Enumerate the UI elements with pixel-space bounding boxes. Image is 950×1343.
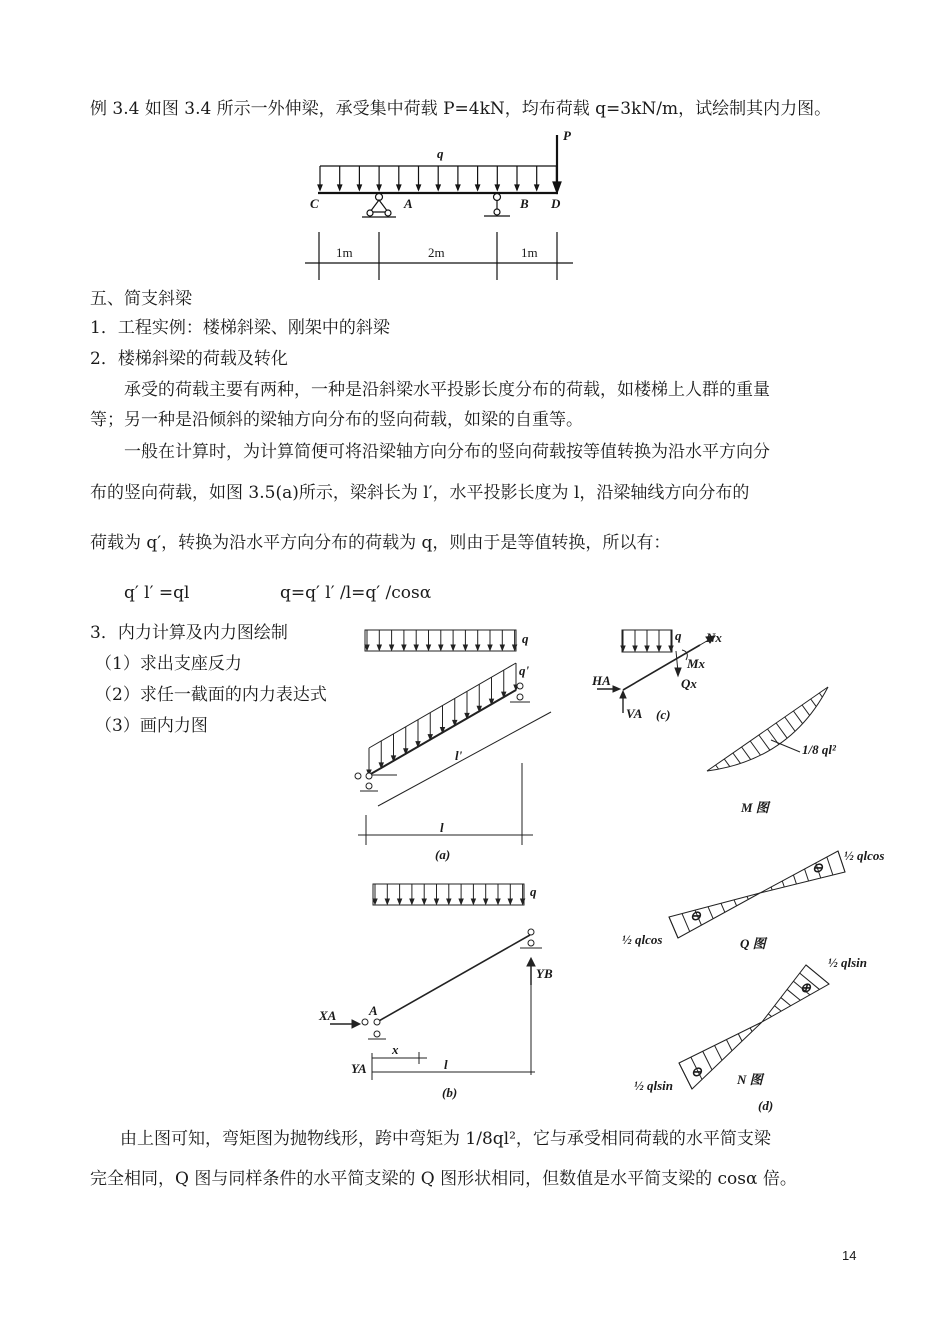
paragraph-2-line-2: 布的竖向荷载，如图 3.5(a)所示，梁斜长为 l′，水平投影长度为 l，沿梁轴线方向分布的 [90, 483, 750, 503]
fig34-dim-1: 1m [336, 245, 353, 260]
section-heading: 五、简支斜梁 [90, 289, 192, 309]
q-diagram-title: Q 图 [740, 936, 766, 951]
hatch-line [827, 857, 833, 875]
load-arrowhead [496, 899, 500, 904]
hatch-line [716, 765, 719, 769]
fig-b-x-label: x [392, 1042, 399, 1057]
fig-a-load-qprime-arrows [367, 663, 518, 775]
hatch-line [802, 705, 810, 715]
q-diagram-value-left: ½ qlcos [622, 932, 663, 947]
hatch-line [811, 699, 817, 707]
n-diagram-title: N 图 [737, 1072, 763, 1087]
formula-2: q=q′ l′ /l=q′ /cosα [280, 583, 432, 603]
load-arrowhead [390, 645, 394, 650]
hatch-line [703, 1051, 712, 1070]
hatch-line [747, 896, 748, 899]
fig-a-caption: (a) [435, 847, 451, 862]
hatch-line [734, 900, 737, 906]
n-diagram-minus: ⊖ [691, 1064, 702, 1079]
fig-c-caption: (c) [656, 707, 671, 722]
list-item-3: 3．内力计算及内力图绘制 [90, 623, 288, 643]
fig-c-qx-label: Qx [681, 676, 697, 691]
hatch-line [726, 1040, 732, 1051]
example-title: 例 3.4 如图 3.4 所示一外伸梁，承受集中荷载 P=4kN，均布荷载 q=3kN/m，试绘制其内力图。 [90, 99, 832, 119]
fig-d-caption: (d) [758, 1098, 774, 1113]
hatch-line [759, 735, 770, 750]
paragraph-1-line-1: 承受的荷载主要有两种，一种是沿斜梁水平投影长度分布的荷载，如楼梯上人群的重量 [124, 380, 770, 400]
fig-b-l-label: l [444, 1057, 448, 1072]
hatch-line [742, 747, 751, 760]
fig-b-xa-label: XA [319, 1008, 337, 1023]
hatch-line [733, 753, 741, 763]
load-arrowhead [410, 899, 414, 904]
hatch-line [793, 875, 796, 884]
load-arrowhead [476, 645, 480, 650]
hatch-line [776, 723, 787, 738]
fig34-q-label: q [437, 146, 444, 161]
load-arrowhead [402, 645, 406, 650]
step-1: （1）求出支座反力 [95, 654, 242, 674]
fig-b-inclined-beam [377, 935, 530, 1022]
fig-a-load-q-arrows [365, 630, 517, 650]
paragraph-1-line-2: 等；另一种是沿倾斜的梁轴方向分布的竖向荷载，如梁的自重等。 [90, 410, 583, 430]
n-diagram-plus: ⊕ [800, 980, 811, 995]
fig-a-qprime-label: q' [519, 663, 530, 678]
q-diagram-minus-right: ⊖ [812, 860, 823, 875]
n-diagram-right [762, 965, 829, 1022]
load-arrowhead [365, 645, 369, 650]
m-diagram-value: 1/8 ql² [802, 742, 836, 757]
load-arrowhead [488, 645, 492, 650]
fig34-point-b: B [520, 196, 529, 211]
load-arrowhead [463, 645, 467, 650]
fig34-dim-3: 1m [521, 245, 538, 260]
hatch-line [669, 917, 678, 938]
hatch-line [787, 989, 800, 1000]
fig-c-nx-label: Nx [706, 630, 722, 645]
fig-b-q-label: q [530, 884, 537, 899]
load-arrowhead [414, 645, 418, 650]
hatch-line [775, 1006, 782, 1011]
hatch-line [750, 741, 760, 755]
n-diagram-value-right: ½ qlsin [828, 955, 868, 970]
fig34-point-a: A [404, 196, 413, 211]
q-diagram-value-right: ½ qlcos [844, 848, 885, 863]
list-item-1: 1．工程实例：楼梯斜梁、刚架中的斜梁 [90, 318, 390, 338]
n-diagram-value-left: ½ qlsin [634, 1078, 674, 1093]
fig-c-ha-label: HA [592, 673, 611, 688]
fig-b-a-label: A [369, 1003, 378, 1018]
hatch-line [782, 881, 784, 887]
hatch-line [819, 693, 822, 697]
hatch-line [721, 903, 725, 912]
fig-a-l-label: l [440, 820, 444, 835]
load-arrowhead [447, 899, 451, 904]
load-arrowhead [459, 899, 463, 904]
load-arrowhead [657, 646, 661, 651]
fig34-p-label: P [563, 128, 571, 143]
fig-a-lprime-dimension [378, 712, 551, 806]
paragraph-2-line-3: 荷载为 q′，转换为沿水平方向分布的荷载为 q，则由于是等值转换，所以有： [90, 533, 671, 553]
load-arrowhead [373, 899, 377, 904]
hatch-line [805, 869, 809, 881]
hatch-line [708, 907, 713, 919]
fig-c-mx-label: Mx [687, 656, 706, 671]
fig-a-lprime-label: l' [455, 748, 463, 763]
load-arrowhead [377, 645, 381, 650]
conclusion-line-2: 完全相同，Q 图与同样条件的水平简支梁的 Q 图形状相同，但数值是水平简支梁的 cosα 倍。 [90, 1169, 797, 1189]
list-item-2: 2．楼梯斜梁的荷载及转化 [90, 349, 288, 369]
hatch-line [771, 887, 772, 890]
hatch-line [750, 1028, 752, 1032]
load-arrowhead [508, 899, 512, 904]
fig-b-caption: (b) [442, 1085, 458, 1100]
load-arrowhead [500, 645, 504, 650]
load-arrowhead [422, 899, 426, 904]
load-arrowhead [633, 646, 637, 651]
fig-c-load-arrows [621, 630, 673, 651]
m-diagram-title: M 图 [741, 800, 769, 815]
conclusion-line-1: 由上图可知，弯矩图为抛物线形，跨中弯矩为 1/8ql²，它与承受相同荷载的水平简支梁 [120, 1129, 771, 1149]
fig-b-ya-label: YA [351, 1061, 367, 1076]
fig-c-va-label: VA [626, 706, 643, 721]
m-diagram-leader [771, 740, 800, 752]
page-number: 14 [842, 1248, 857, 1263]
fig34-dim-2: 2m [428, 245, 445, 260]
q-diagram-minus: ⊖ [690, 908, 701, 923]
fig-a-q-label: q [522, 631, 529, 646]
fig34-point-c: C [310, 196, 319, 211]
fig-b-yb-label: YB [536, 966, 553, 981]
step-3: （3）画内力图 [95, 716, 208, 736]
fig-b-load-q-arrows [373, 884, 525, 904]
load-arrowhead [484, 899, 488, 904]
load-arrowhead [398, 899, 402, 904]
hatch-line [781, 998, 791, 1006]
load-arrowhead [427, 645, 431, 650]
load-arrowhead [645, 646, 649, 651]
hatch-line [768, 1014, 771, 1017]
hatch-line [715, 1045, 722, 1060]
fig34-point-d: D [551, 196, 561, 211]
fig-c-q-label: q [675, 628, 682, 643]
hatch-line [785, 717, 795, 731]
load-arrowhead [451, 645, 455, 650]
load-arrowhead [439, 645, 443, 650]
load-arrowhead [385, 899, 389, 904]
hatch-line [682, 914, 690, 932]
hatch-line [738, 1034, 742, 1041]
hatch-line [724, 759, 730, 767]
hatch-line [793, 711, 802, 724]
step-2: （2）求任一截面的内力表达式 [95, 685, 327, 705]
load-arrowhead [471, 899, 475, 904]
formula-1: q′ l′ =ql [124, 583, 190, 603]
paragraph-2-line-1: 一般在计算时，为计算简便可将沿梁轴方向分布的竖向荷载按等值转换为沿水平方向分 [124, 442, 770, 462]
load-arrowhead [435, 899, 439, 904]
